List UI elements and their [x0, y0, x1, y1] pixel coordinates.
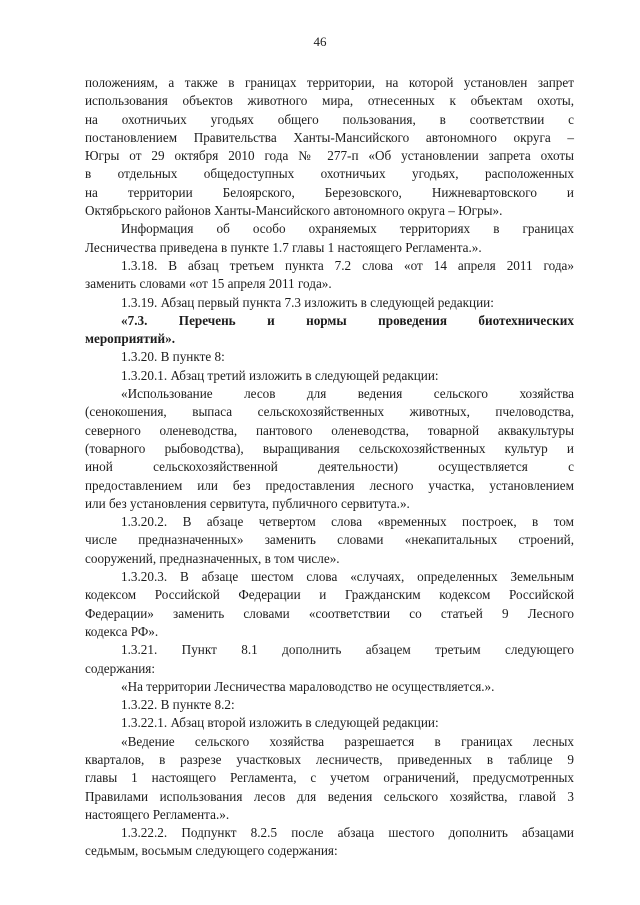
- text-line: главы 1 настоящего Регламента, с учетом ограничений, предусмотренных: [85, 770, 574, 786]
- paragraph-p-1-3-22: [85, 696, 574, 714]
- paragraph-quote-maral: [85, 678, 574, 696]
- text-line: «7.3. Перечень и нормы проведения биотехнических: [121, 312, 574, 328]
- paragraph-quote-farming: [85, 733, 574, 824]
- text-line: кварталов, в разрезе участковых лесничеств, приведенных в таблице 9: [85, 751, 574, 767]
- text-line: Октябрьского районов Ханты-Мансийского автономного округа – Югры».: [85, 203, 503, 219]
- text-line: в отдельных общедоступных охотничьих угодьях, расположенных: [85, 166, 574, 182]
- text-line: содержания:: [85, 660, 156, 676]
- text-line: положениям, а также в границах территории, на которой установлен запрет: [85, 75, 574, 90]
- paragraph-p-1-3-18: [85, 257, 574, 294]
- text-line: (товарного рыбоводства), выращивания сельскохозяйственных культур и: [85, 440, 574, 456]
- paragraph-p-1-3-21: [85, 641, 574, 678]
- text-line: «Ведение сельского хозяйства разрешается в границах лесных: [121, 733, 574, 749]
- paragraph-p-1-3-20-1: [85, 367, 574, 385]
- text-line: Информация об особо охраняемых территориях в границах: [121, 221, 574, 237]
- paragraph-info: [85, 220, 574, 257]
- paragraph-p-1-3-19: [85, 294, 574, 312]
- text-line: на территории Белоярского, Березовского, Нижневартовского и: [85, 184, 574, 200]
- document-body: [85, 74, 574, 861]
- text-line: 1.3.18. В абзац третьем пункта 7.2 слова «от 14 апреля 2011 года»: [121, 257, 574, 273]
- text-line: числе предназначенных» заменить словами «некапитальных строений,: [85, 532, 574, 548]
- text-line: Федерации» заменить словами «соответствии со статьей 9 Лесного: [85, 605, 574, 621]
- text-line: северного оленеводства, пантового оленеводства, товарной аквакультуры: [85, 422, 574, 438]
- paragraph-continuation: [85, 74, 574, 220]
- paragraph-p-7-3-heading: [85, 312, 574, 349]
- text-line: кодексом Российской Федерации и Гражданским кодексом Российской: [85, 587, 574, 603]
- text-line: 1.3.22. В пункте 8.2:: [121, 697, 235, 713]
- text-line: «Использование лесов для ведения сельского хозяйства: [121, 386, 574, 402]
- text-line: мероприятий».: [85, 331, 175, 347]
- page-number: 46: [313, 34, 327, 49]
- text-line: 1.3.20.3. В абзаце шестом слова «случаях, определенных Земельным: [121, 569, 574, 585]
- text-line: Правилами использования лесов для ведения сельского хозяйства, главой 3: [85, 788, 574, 804]
- paragraph-quote-agriculture: [85, 385, 574, 513]
- paragraph-p-1-3-20-2: [85, 513, 574, 568]
- text-line: сооружений, предназначенных, в том числе».: [85, 550, 340, 566]
- text-line: предоставлением или без предоставления лесного участка, установлением: [85, 477, 574, 493]
- text-line: заменить словами «от 15 апреля 2011 года».: [85, 276, 332, 292]
- text-line: использования объектов животного мира, отнесенных к объектам охоты,: [85, 93, 574, 109]
- text-line: настоящего Регламента.».: [85, 806, 230, 822]
- text-line: кодекса РФ».: [85, 623, 159, 639]
- text-line: 1.3.20.1. Абзац третий изложить в следующей редакции:: [121, 367, 439, 383]
- text-line: «На территории Лесничества мараловодство не осуществляется.».: [121, 678, 495, 694]
- paragraph-p-1-3-20: [85, 348, 574, 366]
- text-line: 1.3.19. Абзац первый пункта 7.3 изложить в следующей редакции:: [121, 294, 494, 310]
- text-line: седьмым, восьмым следующего содержания:: [85, 843, 338, 859]
- text-line: Югры от 29 октября 2010 года № 277-п «Об установлении запрета охоты: [85, 148, 574, 164]
- text-line: на охотничьих угодьях общего пользования, в соответствии с: [85, 111, 574, 127]
- text-line: 1.3.20. В пункте 8:: [121, 349, 225, 365]
- text-line: (сенокошения, выпаса сельскохозяйственных животных, пчеловодства,: [85, 404, 574, 420]
- text-line: 1.3.21. Пункт 8.1 дополнить абзацем третьим следующего: [121, 642, 574, 658]
- paragraph-p-1-3-22-2: [85, 824, 574, 861]
- text-line: 1.3.20.2. В абзаце четвертом слова «временных построек, в том: [121, 514, 574, 530]
- text-line: 1.3.22.1. Абзац второй изложить в следующей редакции:: [121, 715, 439, 731]
- paragraph-p-1-3-20-3: [85, 568, 574, 641]
- text-line: постановлением Правительства Ханты-Мансийского автономного округа –: [85, 129, 574, 145]
- text-line: или без установления сервитута, публичного сервитута.».: [85, 495, 410, 511]
- paragraph-p-1-3-22-1: [85, 714, 574, 732]
- text-line: иной сельскохозяйственной деятельности) осуществляется с: [85, 459, 574, 475]
- text-line: 1.3.22.2. Подпункт 8.2.5 после абзаца шестого дополнить абзацами: [121, 825, 574, 841]
- text-line: Лесничества приведена в пункте 1.7 главы 1 настоящего Регламента.».: [85, 239, 482, 255]
